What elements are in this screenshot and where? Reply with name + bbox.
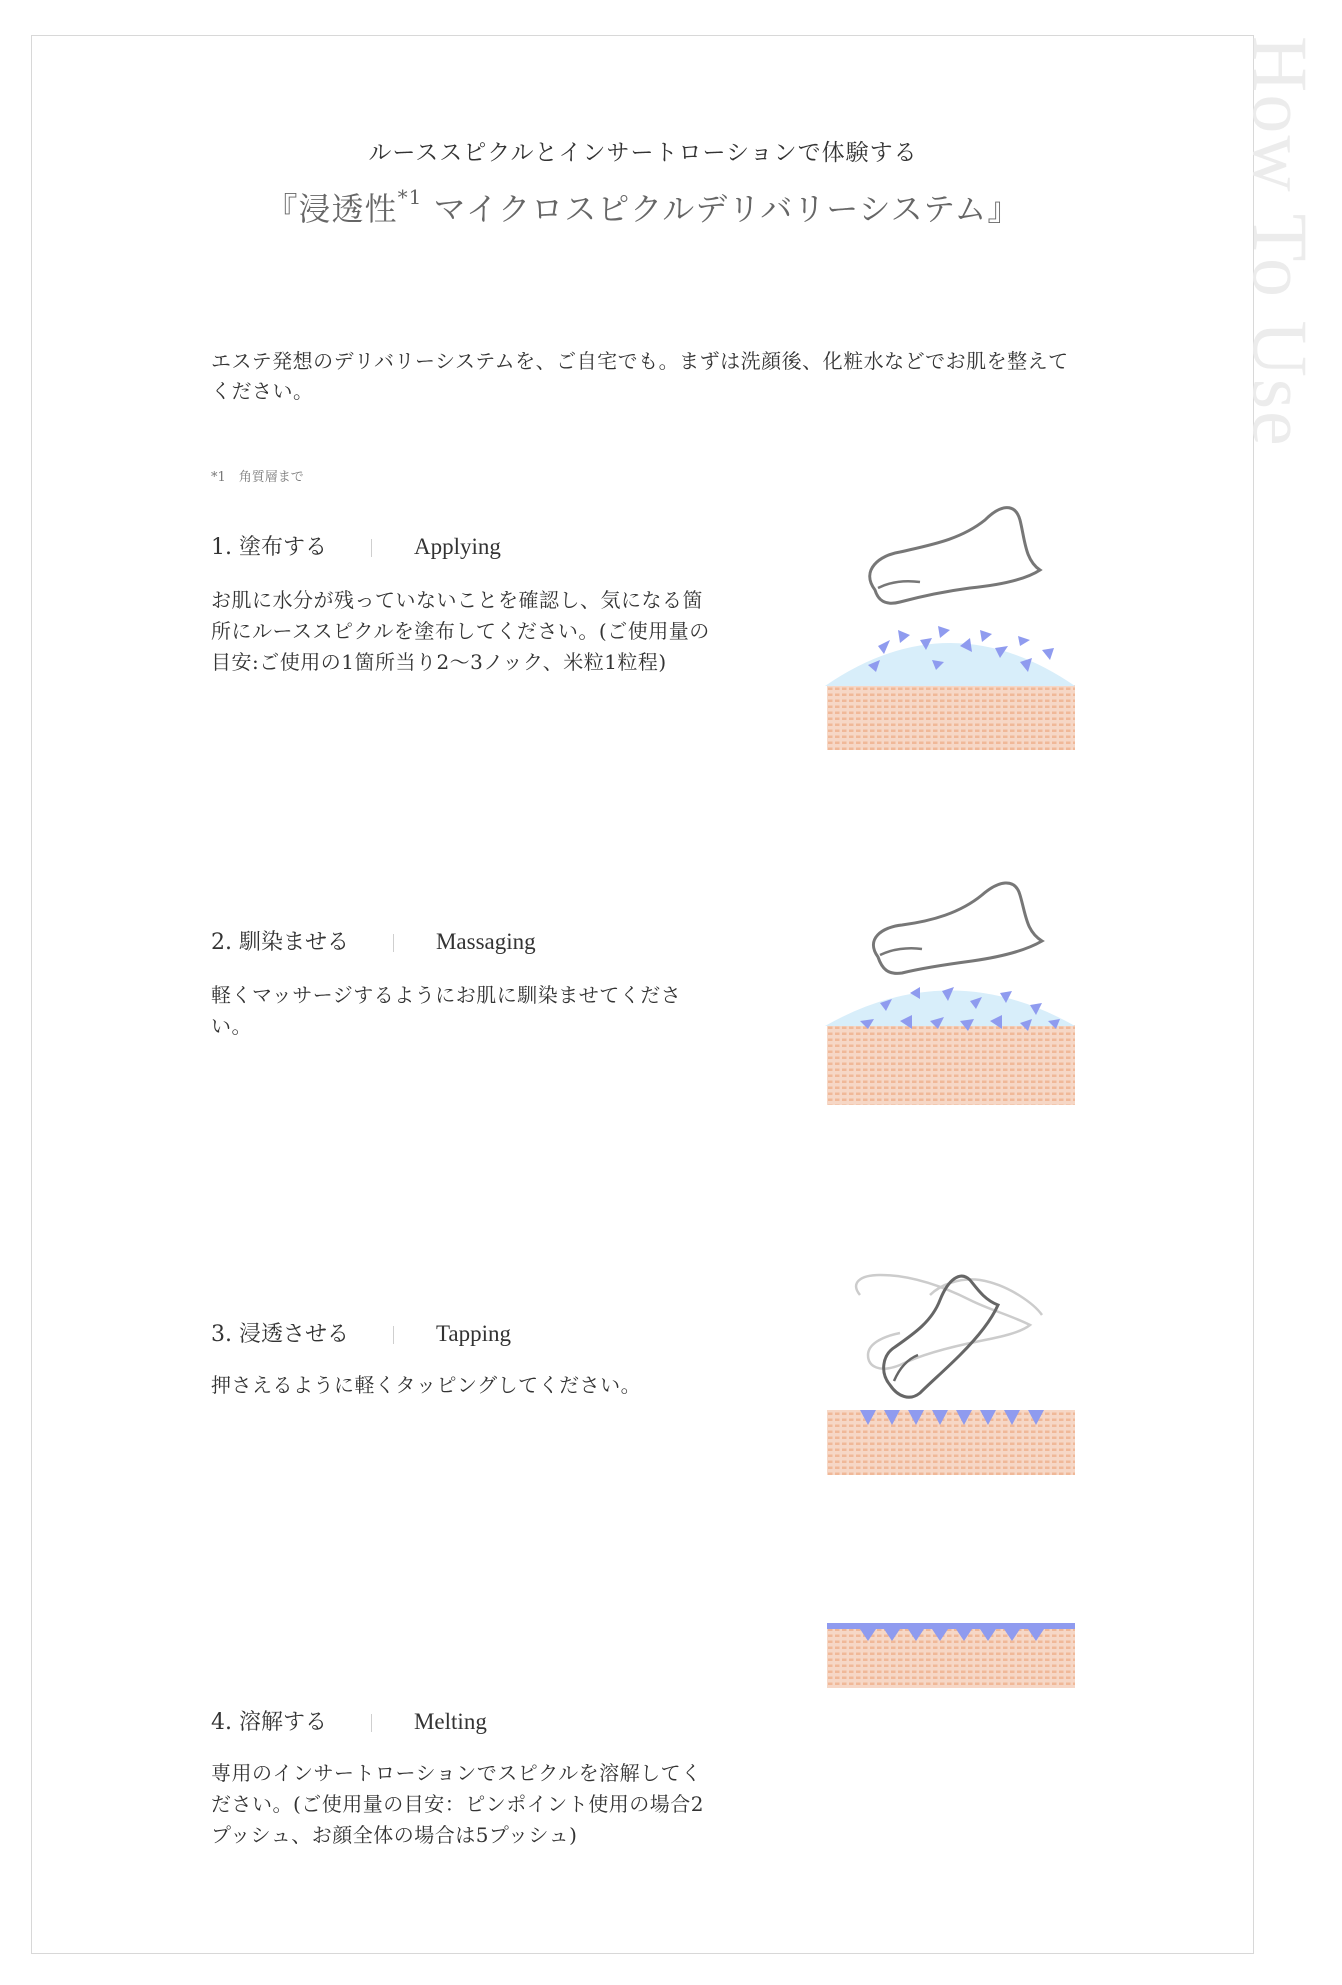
page-subtitle: ルーススピクルとインサートローションで体験する (368, 140, 918, 166)
step-2-text: 軽くマッサージするようにお肌に馴染ませてください。 (211, 983, 682, 1038)
title-footnote-mark: *1 (397, 185, 423, 210)
title-rest: マイクロスピクルデリバリーシステム』 (433, 190, 1021, 228)
step-1-title-en: Applying (413, 534, 501, 559)
step-4-text: 専用のインサートローションでスピクルを溶解してください。(ご使用量の目安：ピンポイント使用の場合2プッシュ、お顔全体の場合は5プッシュ) (211, 1761, 705, 1847)
skin-layer (827, 685, 1075, 750)
step-3-title-en: Tapping (435, 1321, 512, 1346)
fingernail-icon (878, 581, 920, 588)
step-1-text: お肌に水分が残っていないことを確認し、気になる箇所にルーススピクルを塗布してください。(ご使用量の目安:ご使用の1箇所当り2〜3ノック、米粒1粒程) (211, 588, 710, 674)
footnote: *1 角質層まで (211, 470, 304, 485)
finger-icon (884, 1276, 998, 1397)
step-4-title: 4. 溶解する (211, 1710, 327, 1735)
step-1-title: 1. 塗布する (211, 535, 327, 560)
finger-icon (873, 883, 1042, 973)
step-2-illustration (820, 875, 1120, 1115)
finger-icon (870, 508, 1040, 604)
step-3-text: 押さえるように軽くタッピングしてください。 (211, 1373, 642, 1397)
divider (393, 1326, 394, 1344)
step-4-title-en: Melting (413, 1709, 487, 1734)
divider (371, 1714, 372, 1732)
title-open: 『浸透性 (265, 190, 398, 228)
step-4-heading (211, 1705, 487, 1736)
fingernail-icon (880, 948, 922, 955)
step-1-illustration (820, 500, 1120, 760)
step-2-title-en: Massaging (435, 929, 536, 954)
intro-text: エステ発想のデリバリーシステムを、ご自宅でも。まずは洗顔後、化粧水などでお肌を整えてください。 (211, 349, 1069, 403)
step-3-illustration (820, 1255, 1120, 1495)
divider (393, 934, 394, 952)
step-3-heading (211, 1317, 511, 1348)
step-2-title: 2. 馴染ませる (211, 930, 349, 955)
gel-layer (825, 643, 1075, 686)
step-3-title: 3. 浸透させる (211, 1322, 349, 1347)
divider (371, 539, 372, 557)
step-2-heading (211, 925, 536, 956)
step-1-heading (211, 530, 501, 561)
page-title (0, 184, 1286, 230)
skin-layer (827, 1025, 1075, 1105)
side-title: How To Use (1237, 36, 1324, 448)
step-4-illustration (820, 1615, 1120, 1705)
finger-ghost-icon (856, 1275, 1030, 1369)
